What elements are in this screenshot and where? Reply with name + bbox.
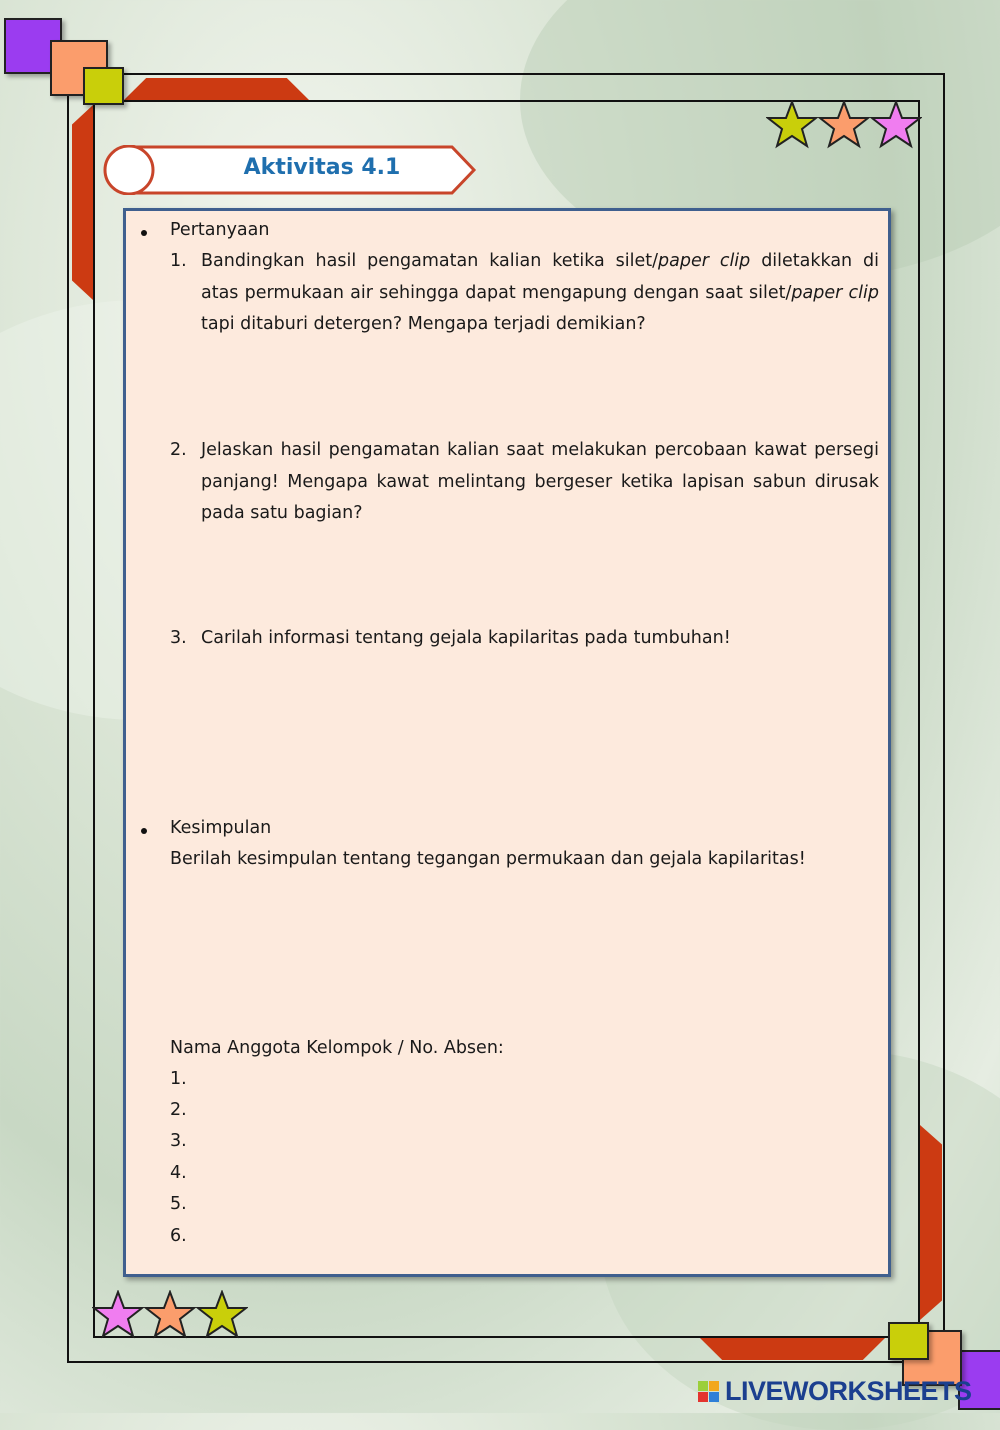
- star-group-top: [766, 100, 922, 150]
- question-text: Jelaskan hasil pengamatan kalian saat melakukan percobaan kawat persegi panjang! Mengapa kawat melintang bergeser ketika lapisan sabun dirusak pada satu bagian?: [201, 440, 879, 523]
- members-label: Nama Anggota Kelompok / No. Absen:: [170, 1038, 504, 1058]
- star-icon: [94, 1292, 142, 1336]
- title-banner: [102, 145, 477, 195]
- bullet-icon: [141, 828, 147, 834]
- question-text: Carilah informasi tentang gejala kapilaritas pada tumbuhan!: [201, 628, 731, 648]
- red-bar-bottom: [700, 1338, 885, 1360]
- section-heading-questions: Pertanyaan: [170, 220, 270, 240]
- red-bar-top: [124, 78, 309, 100]
- member-number: 4.: [170, 1163, 187, 1183]
- watermark: [698, 1376, 972, 1407]
- star-icon: [820, 102, 868, 146]
- member-number: 1.: [170, 1069, 187, 1089]
- section-heading-conclusion: Kesimpulan: [170, 818, 272, 838]
- liveworksheets-logo-icon: [698, 1381, 720, 1403]
- corner-square-yellow: [83, 67, 124, 105]
- star-group-bottom: [92, 1290, 248, 1340]
- red-bar-left: [72, 105, 93, 300]
- question-number: 1.: [170, 251, 187, 271]
- member-number: 5.: [170, 1194, 187, 1214]
- question-text: Bandingkan hasil pengamatan kalian ketika silet/paper clip diletakkan di atas permukaan air sehingga dapat mengapung dengan saat silet/paper clip tapi ditaburi detergen? Mengapa terjadi demikian?: [201, 251, 880, 334]
- question-number: 3.: [170, 628, 187, 648]
- star-icon: [872, 102, 920, 146]
- conclusion-prompt: Berilah kesimpulan tentang tegangan permukaan dan gejala kapilaritas!: [170, 849, 806, 869]
- member-number: 6.: [170, 1226, 187, 1246]
- watermark-text: LIVEWORKSHEETS: [725, 1376, 972, 1406]
- star-icon: [146, 1292, 194, 1336]
- bullet-icon: [141, 230, 147, 236]
- star-icon: [768, 102, 816, 146]
- question-number: 2.: [170, 440, 187, 460]
- member-number: 3.: [170, 1131, 187, 1151]
- corner-square-yellow: [888, 1322, 929, 1360]
- activity-card: [123, 208, 891, 1277]
- star-icon: [198, 1292, 246, 1336]
- page-title: Aktivitas 4.1: [243, 155, 401, 180]
- member-number: 2.: [170, 1100, 187, 1120]
- red-bar-right: [920, 1125, 942, 1320]
